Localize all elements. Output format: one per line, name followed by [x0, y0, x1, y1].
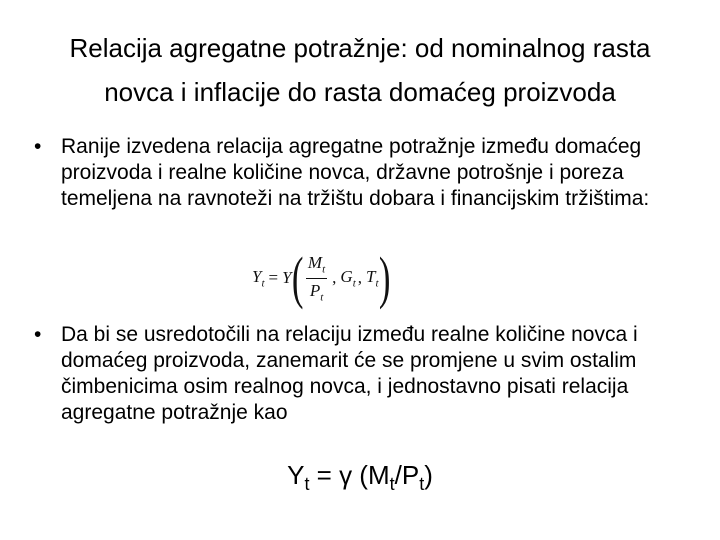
fraction-denominator: $P_t$	[309, 280, 324, 303]
bullet-text-1: Ranije izvedena relacija agregatne potražnje između domaćeg proizvoda i realne količine novca, državne potrošnje i poreza temeljena na ravnoteži na tržištu dobara i financijskim tržištima:	[61, 135, 650, 210]
bullet-marker: •	[34, 135, 42, 158]
formula-open-paren: (	[291, 245, 304, 310]
title-line-1: Relacija agregatne potražnje: od nominalnog rasta	[69, 33, 651, 63]
formula-sep-2: ,	[357, 268, 362, 287]
formula-close-paren: )	[378, 245, 390, 310]
slide-title	[20, 26, 700, 114]
bullet-text-2: Da bi se usredotočili na relaciju između realne količine novca i domaćeg proizvoda, zanemarit će se promjene u svim ostalim čimbenicima osim realnog novca, i jednostavno pisati relacija agregatne potražnje kao	[61, 323, 638, 424]
fraction-numerator: $M_t$	[306, 253, 327, 278]
bullet-item-2	[34, 322, 694, 426]
formula-g: $G_t$	[340, 266, 356, 290]
bullet-item-1	[34, 134, 694, 212]
simplified-formula: $Y_t = \gamma$ $(M_t/P_t)$	[287, 460, 433, 495]
formula-equals: =	[268, 268, 279, 287]
formula-lhs: $Y_t$	[252, 266, 265, 290]
formula-t: $T_t$	[366, 266, 379, 290]
formula-fraction	[306, 253, 327, 303]
aggregate-demand-formula	[252, 245, 390, 310]
title-line-2: novca i inflacije do rasta domaćeg proizvoda	[104, 77, 616, 107]
formula-sep-1: ,	[332, 268, 337, 287]
bullet-marker: •	[34, 323, 42, 346]
formula-func: Y	[282, 268, 292, 287]
